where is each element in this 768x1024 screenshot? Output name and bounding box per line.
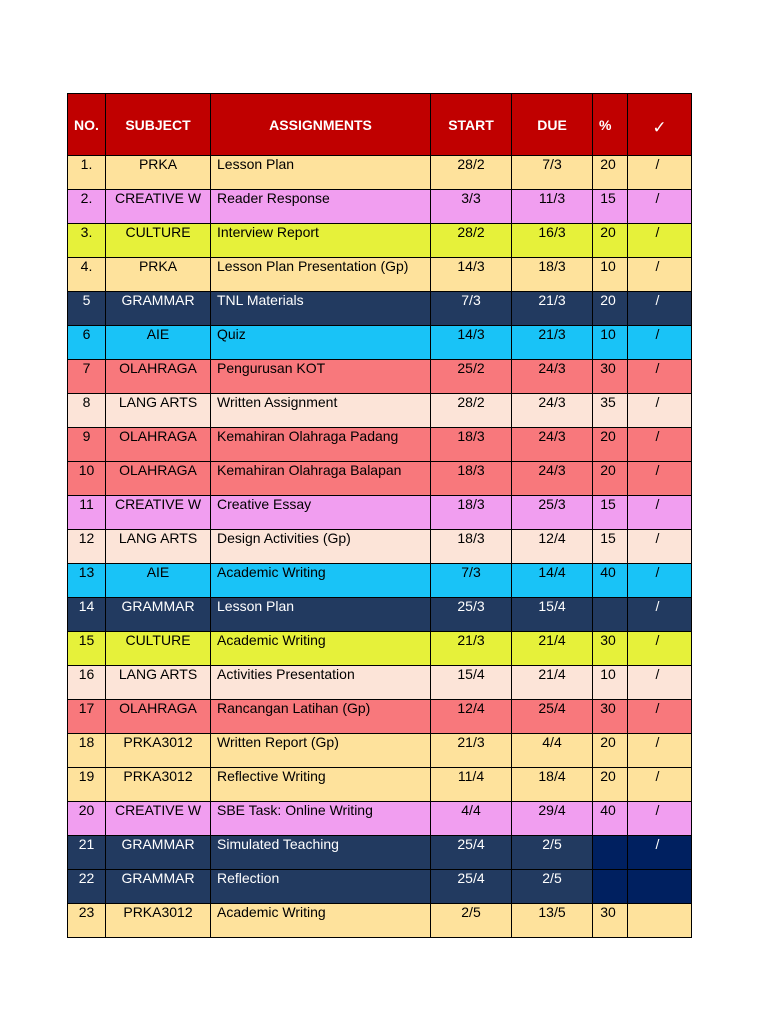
cell-done: / [628, 836, 692, 870]
table-row [68, 564, 692, 598]
cell-assignment: Design Activities (Gp) [211, 530, 431, 564]
cell-start: 28/2 [431, 156, 512, 190]
header-checkmark-icon: ✓ [628, 94, 692, 156]
cell-no: 23 [68, 904, 106, 938]
header-percent: % [593, 94, 628, 156]
cell-assignment: Academic Writing [211, 564, 431, 598]
table-body [68, 156, 692, 938]
cell-subject: PRKA3012 [106, 734, 211, 768]
table-row [68, 700, 692, 734]
cell-percent [593, 836, 628, 870]
cell-subject: GRAMMAR [106, 598, 211, 632]
table-row [68, 734, 692, 768]
cell-due: 24/3 [512, 428, 593, 462]
cell-done: / [628, 428, 692, 462]
cell-percent: 40 [593, 564, 628, 598]
cell-due: 24/3 [512, 462, 593, 496]
cell-assignment: Simulated Teaching [211, 836, 431, 870]
cell-subject: OLAHRAGA [106, 700, 211, 734]
table-row [68, 632, 692, 666]
cell-subject: LANG ARTS [106, 666, 211, 700]
cell-due: 18/3 [512, 258, 593, 292]
cell-subject: CULTURE [106, 632, 211, 666]
cell-no: 22 [68, 870, 106, 904]
table-row [68, 292, 692, 326]
cell-no: 15 [68, 632, 106, 666]
cell-start: 4/4 [431, 802, 512, 836]
cell-percent: 10 [593, 258, 628, 292]
cell-due: 25/3 [512, 496, 593, 530]
table-row [68, 666, 692, 700]
cell-done: / [628, 564, 692, 598]
table-row [68, 394, 692, 428]
cell-percent: 10 [593, 326, 628, 360]
cell-done: / [628, 496, 692, 530]
cell-percent: 20 [593, 292, 628, 326]
table-header [68, 94, 692, 156]
cell-done: / [628, 802, 692, 836]
cell-assignment: Written Report (Gp) [211, 734, 431, 768]
cell-no: 7 [68, 360, 106, 394]
cell-no: 1. [68, 156, 106, 190]
cell-due: 4/4 [512, 734, 593, 768]
cell-due: 13/5 [512, 904, 593, 938]
cell-start: 25/3 [431, 598, 512, 632]
cell-start: 12/4 [431, 700, 512, 734]
cell-no: 21 [68, 836, 106, 870]
cell-subject: LANG ARTS [106, 394, 211, 428]
cell-percent: 20 [593, 768, 628, 802]
cell-assignment: Reader Response [211, 190, 431, 224]
cell-start: 28/2 [431, 224, 512, 258]
cell-assignment: Creative Essay [211, 496, 431, 530]
cell-due: 12/4 [512, 530, 593, 564]
cell-start: 3/3 [431, 190, 512, 224]
cell-done: / [628, 632, 692, 666]
cell-no: 3. [68, 224, 106, 258]
cell-start: 25/4 [431, 836, 512, 870]
cell-subject: PRKA3012 [106, 768, 211, 802]
table-row [68, 598, 692, 632]
cell-start: 18/3 [431, 462, 512, 496]
cell-percent [593, 870, 628, 904]
cell-subject: CREATIVE W [106, 802, 211, 836]
cell-due: 16/3 [512, 224, 593, 258]
header-subject: SUBJECT [106, 94, 211, 156]
table-row [68, 768, 692, 802]
cell-percent: 15 [593, 530, 628, 564]
cell-no: 5 [68, 292, 106, 326]
cell-start: 21/3 [431, 734, 512, 768]
cell-assignment: Rancangan Latihan (Gp) [211, 700, 431, 734]
cell-no: 12 [68, 530, 106, 564]
cell-due: 24/3 [512, 394, 593, 428]
cell-done: / [628, 700, 692, 734]
table-row [68, 326, 692, 360]
cell-percent: 10 [593, 666, 628, 700]
cell-percent: 20 [593, 224, 628, 258]
cell-subject: CREATIVE W [106, 190, 211, 224]
cell-percent [593, 598, 628, 632]
assignment-table [67, 93, 692, 938]
cell-due: 15/4 [512, 598, 593, 632]
table-row [68, 836, 692, 870]
table-row [68, 530, 692, 564]
cell-due: 2/5 [512, 836, 593, 870]
cell-assignment: Kemahiran Olahraga Balapan [211, 462, 431, 496]
cell-done: / [628, 734, 692, 768]
cell-no: 19 [68, 768, 106, 802]
cell-due: 18/4 [512, 768, 593, 802]
cell-assignment: Academic Writing [211, 632, 431, 666]
cell-start: 18/3 [431, 530, 512, 564]
cell-assignment: TNL Materials [211, 292, 431, 326]
cell-subject: LANG ARTS [106, 530, 211, 564]
header-no: NO. [68, 94, 106, 156]
cell-assignment: Pengurusan KOT [211, 360, 431, 394]
cell-start: 18/3 [431, 428, 512, 462]
cell-start: 25/4 [431, 870, 512, 904]
cell-start: 28/2 [431, 394, 512, 428]
cell-no: 17 [68, 700, 106, 734]
cell-subject: CREATIVE W [106, 496, 211, 530]
cell-subject: PRKA [106, 156, 211, 190]
cell-assignment: SBE Task: Online Writing [211, 802, 431, 836]
cell-subject: GRAMMAR [106, 836, 211, 870]
cell-no: 10 [68, 462, 106, 496]
cell-assignment: Lesson Plan [211, 598, 431, 632]
cell-done: / [628, 462, 692, 496]
table-row [68, 904, 692, 938]
cell-start: 14/3 [431, 258, 512, 292]
cell-percent: 15 [593, 190, 628, 224]
cell-due: 29/4 [512, 802, 593, 836]
cell-start: 11/4 [431, 768, 512, 802]
cell-percent: 15 [593, 496, 628, 530]
cell-done: / [628, 224, 692, 258]
cell-no: 13 [68, 564, 106, 598]
cell-no: 9 [68, 428, 106, 462]
cell-no: 8 [68, 394, 106, 428]
cell-assignment: Academic Writing [211, 904, 431, 938]
cell-percent: 20 [593, 428, 628, 462]
cell-done: / [628, 768, 692, 802]
cell-start: 7/3 [431, 564, 512, 598]
table-row [68, 462, 692, 496]
cell-due: 2/5 [512, 870, 593, 904]
cell-done: / [628, 598, 692, 632]
cell-done [628, 870, 692, 904]
cell-start: 15/4 [431, 666, 512, 700]
table-row [68, 496, 692, 530]
cell-start: 7/3 [431, 292, 512, 326]
header-start: START [431, 94, 512, 156]
cell-no: 20 [68, 802, 106, 836]
cell-done: / [628, 530, 692, 564]
cell-due: 24/3 [512, 360, 593, 394]
header-assignments: ASSIGNMENTS [211, 94, 431, 156]
cell-done: / [628, 156, 692, 190]
cell-assignment: Activities Presentation [211, 666, 431, 700]
cell-no: 16 [68, 666, 106, 700]
cell-subject: PRKA3012 [106, 904, 211, 938]
cell-start: 18/3 [431, 496, 512, 530]
table-row [68, 802, 692, 836]
table-row [68, 190, 692, 224]
table-row [68, 870, 692, 904]
cell-subject: PRKA [106, 258, 211, 292]
cell-no: 11 [68, 496, 106, 530]
table-row [68, 360, 692, 394]
cell-subject: OLAHRAGA [106, 462, 211, 496]
cell-assignment: Lesson Plan [211, 156, 431, 190]
cell-assignment: Quiz [211, 326, 431, 360]
cell-done: / [628, 326, 692, 360]
cell-assignment: Interview Report [211, 224, 431, 258]
cell-done: / [628, 258, 692, 292]
cell-start: 21/3 [431, 632, 512, 666]
cell-due: 21/4 [512, 666, 593, 700]
cell-assignment: Lesson Plan Presentation (Gp) [211, 258, 431, 292]
cell-start: 14/3 [431, 326, 512, 360]
table-row [68, 224, 692, 258]
cell-done: / [628, 360, 692, 394]
cell-assignment: Kemahiran Olahraga Padang [211, 428, 431, 462]
table-row [68, 156, 692, 190]
cell-due: 21/3 [512, 292, 593, 326]
cell-start: 25/2 [431, 360, 512, 394]
cell-assignment: Written Assignment [211, 394, 431, 428]
cell-done: / [628, 292, 692, 326]
cell-subject: AIE [106, 326, 211, 360]
cell-assignment: Reflection [211, 870, 431, 904]
cell-percent: 30 [593, 360, 628, 394]
cell-percent: 30 [593, 632, 628, 666]
cell-start: 2/5 [431, 904, 512, 938]
cell-done: / [628, 190, 692, 224]
cell-no: 4. [68, 258, 106, 292]
cell-due: 7/3 [512, 156, 593, 190]
cell-percent: 20 [593, 156, 628, 190]
cell-no: 6 [68, 326, 106, 360]
cell-percent: 20 [593, 462, 628, 496]
cell-subject: OLAHRAGA [106, 428, 211, 462]
cell-subject: GRAMMAR [106, 292, 211, 326]
cell-due: 21/4 [512, 632, 593, 666]
cell-no: 14 [68, 598, 106, 632]
cell-due: 21/3 [512, 326, 593, 360]
cell-no: 18 [68, 734, 106, 768]
cell-percent: 35 [593, 394, 628, 428]
cell-percent: 30 [593, 700, 628, 734]
header-row [68, 94, 692, 156]
cell-subject: GRAMMAR [106, 870, 211, 904]
cell-done [628, 904, 692, 938]
table-row [68, 258, 692, 292]
cell-due: 11/3 [512, 190, 593, 224]
cell-percent: 30 [593, 904, 628, 938]
cell-percent: 40 [593, 802, 628, 836]
header-due: DUE [512, 94, 593, 156]
cell-subject: AIE [106, 564, 211, 598]
table-row [68, 428, 692, 462]
cell-no: 2. [68, 190, 106, 224]
cell-done: / [628, 666, 692, 700]
cell-subject: OLAHRAGA [106, 360, 211, 394]
cell-done: / [628, 394, 692, 428]
cell-assignment: Reflective Writing [211, 768, 431, 802]
cell-percent: 20 [593, 734, 628, 768]
cell-due: 14/4 [512, 564, 593, 598]
cell-due: 25/4 [512, 700, 593, 734]
cell-subject: CULTURE [106, 224, 211, 258]
